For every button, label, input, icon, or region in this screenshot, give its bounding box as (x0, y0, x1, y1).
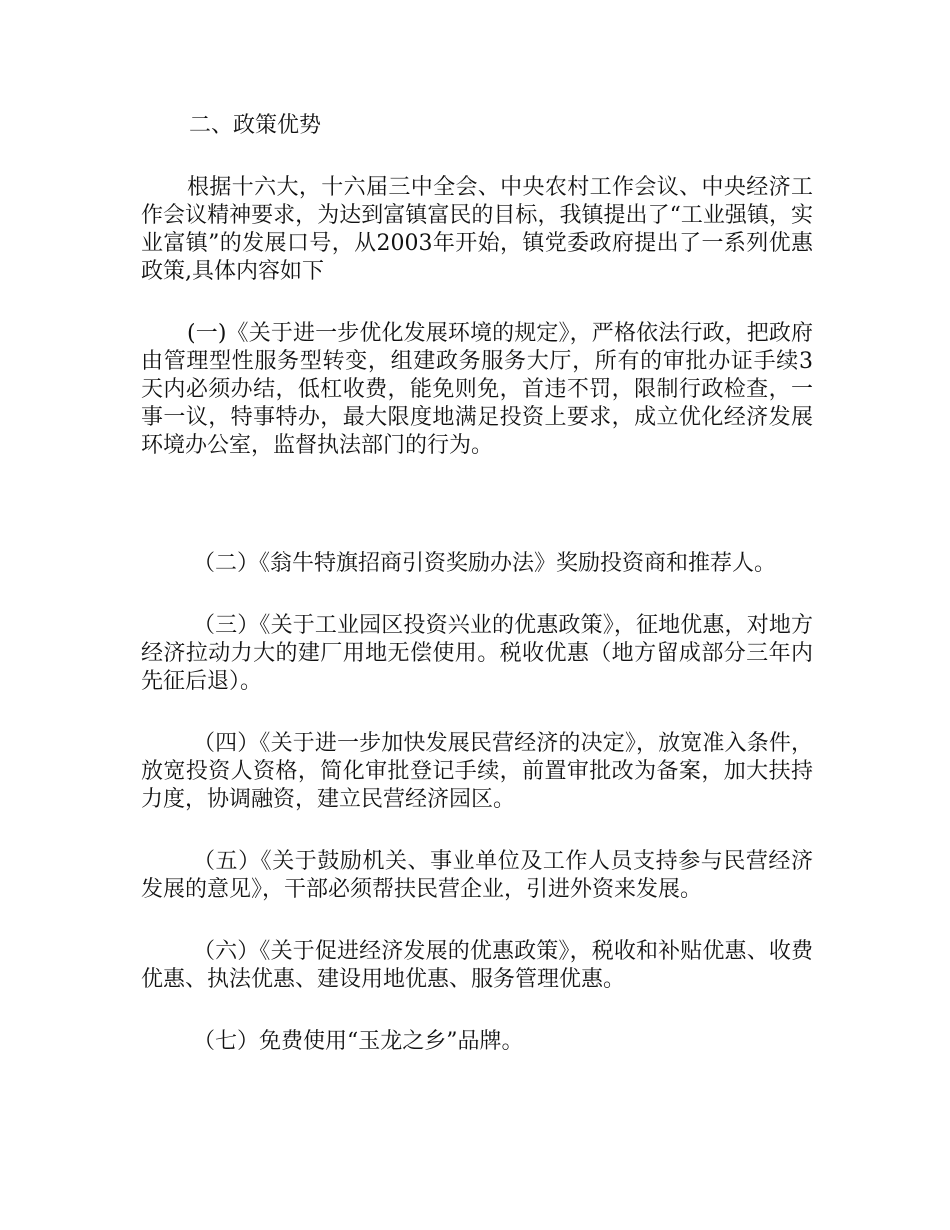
policy-item-6: （六）《关于促进经济发展的优惠政策》，税收和补贴优惠、收费优惠、执法优惠、建设用地优惠、服务管理优惠。 (141, 939, 813, 992)
document-body (141, 112, 813, 1056)
spacer (141, 286, 813, 320)
policy-item-1: (一)《关于进一步优化发展环境的规定》，严格依法行政，把政府由管理型性服务型转变，组建政务服务大厅，所有的审批办证手续3天内必须办结，低杠收费，能免则免，首违不罚，限制行政检查，一事一议，特事特办，最大限度地满足投资上要求，成立优化经济发展环境办公室，监督执法部门的行为。 (141, 321, 813, 458)
spacer (141, 460, 813, 550)
spacer (141, 814, 813, 848)
spacer (141, 696, 813, 730)
policy-item-2: （二）《翁牛特旗招商引资奖励办法》奖励投资商和推荐人。 (193, 551, 777, 576)
policy-item-4: （四）《关于进一步加快发展民营经济的决定》，放宽准入条件，放宽投资人资格，简化审批登记手续，前置审批改为备案，加大扶持力度，协调融资，建立民营经济园区。 (141, 731, 813, 812)
policy-item-5: （五）《关于鼓励机关、事业单位及工作人员支持参与民营经济发展的意见》，干部必须帮扶民营企业，引进外资来发展。 (141, 849, 813, 902)
spacer (141, 904, 813, 938)
policy-item-7: （七）免费使用“玉龙之乡”品牌。 (193, 1029, 524, 1054)
spacer (141, 578, 813, 612)
section-heading: 二、政策优势 (189, 113, 322, 138)
intro-paragraph: 根据十六大，十六届三中全会、中央农村工作会议、中央经济工作会议精神要求，为达到富镇富民的目标，我镇提出了“工业强镇，实业富镇”的发展口号，从2003年开始，镇党委政府提出了一系列优惠政策,具体内容如下 (141, 175, 813, 284)
spacer (141, 140, 813, 174)
policy-item-3: （三）《关于工业园区投资兴业的优惠政策》，征地优惠，对地方经济拉动力大的建厂用地无偿使用。税收优惠（地方留成部分三年内先征后退）。 (141, 613, 813, 694)
spacer (141, 994, 813, 1028)
